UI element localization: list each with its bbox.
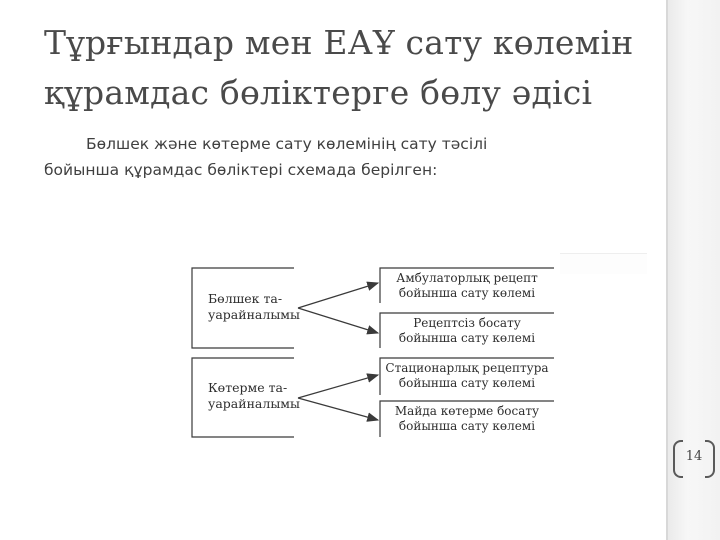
category-retail xyxy=(208,291,300,323)
result-otc xyxy=(382,316,552,346)
category-wholesale-line2: уарайналымы xyxy=(208,396,300,411)
result-3-line1: Стационарлық рецептура xyxy=(385,361,549,375)
body-line-1: Бөлшек және көтерме сату көлемінің сату тәсілі xyxy=(86,135,488,153)
sidebar-divider xyxy=(666,0,668,540)
result-4-line1: Майда көтерме босату xyxy=(394,404,540,418)
arrow-retail-to-result-2 xyxy=(298,308,378,333)
body-line-2: бойынша құрамдас бөліктері схемада берілген: xyxy=(44,161,438,179)
title-line-1: Тұрғындар мен ЕАҰ сату көлемін xyxy=(44,23,634,62)
slide-title xyxy=(44,18,654,118)
result-2-line2: бойынша сату көлемі xyxy=(398,331,536,345)
result-3-line2: бойынша сату көлемі xyxy=(398,376,536,390)
result-2-line1: Рецептсіз босату xyxy=(413,316,521,330)
result-4-line2: бойынша сату көлемі xyxy=(398,419,536,433)
result-1-line2: бойынша сату көлемі xyxy=(398,286,536,300)
arrow-wholesale-to-result-4 xyxy=(298,398,378,420)
page-number-badge xyxy=(671,440,717,480)
result-1-line1: Амбулаторлық рецепт xyxy=(396,271,538,285)
image-edge-strip xyxy=(560,253,647,274)
category-retail-line2: уарайналымы xyxy=(208,307,300,322)
result-small-wholesale xyxy=(382,404,552,434)
arrow-retail-to-result-1 xyxy=(298,283,378,308)
sales-volume-scheme xyxy=(186,265,566,440)
slide-body-text xyxy=(44,131,644,183)
title-line-2: құрамдас бөліктерге бөлу әдісі xyxy=(44,73,593,112)
category-wholesale xyxy=(208,380,300,412)
category-wholesale-line1: Көтерме та- xyxy=(208,380,288,395)
result-ambulatory-prescription xyxy=(382,271,552,301)
page-number: 14 xyxy=(685,449,703,464)
category-retail-line1: Бөлшек та- xyxy=(208,291,283,306)
result-inpatient-prescription xyxy=(382,361,552,391)
arrow-wholesale-to-result-3 xyxy=(298,375,378,398)
